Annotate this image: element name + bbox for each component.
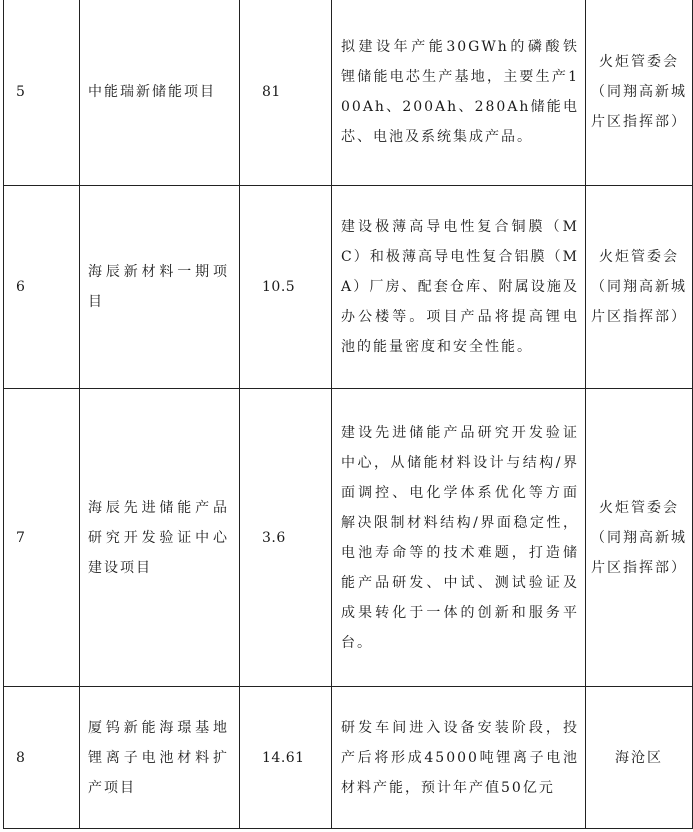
row-number: 8 [4,687,80,829]
table-row [4,687,693,829]
table-row [4,389,693,687]
project-description [332,389,586,687]
project-name-text: 厦钨新能海璟基地锂离子电池材料扩产项目 [88,719,229,796]
row-number: 6 [4,186,80,389]
project-name-text: 海辰新材料一期项目 [88,264,229,310]
row-number: 7 [4,389,80,687]
project-description [332,0,586,186]
project-name [80,186,240,389]
project-location-text: 海沧区 [615,749,663,766]
project-table [3,0,693,829]
investment-value: 3.6 [240,389,332,687]
project-location-text: 火炬管委会（同翔高新城片区指挥部） [591,54,687,130]
project-location-text: 火炬管委会（同翔高新城片区指挥部） [591,249,687,325]
project-name-text: 海辰先进储能产品研究开发验证中心建设项目 [88,499,229,576]
project-name [80,0,240,186]
project-location [586,186,693,389]
investment-value: 81 [240,0,332,186]
project-name [80,687,240,829]
project-location [586,389,693,687]
project-description [332,186,586,389]
project-description-text: 建设先进储能产品研究开发验证中心，从储能材料设计与结构/界面调控、电化学体系优化等方面解决限制材料结构/界面稳定性，电池寿命等的技术难题，打造储能产品研发、中试、测试验证及成果转化于一体的创新和服务平台。 [341,424,579,651]
investment-value: 10.5 [240,186,332,389]
project-name [80,389,240,687]
project-name-text: 中能瑞新储能项目 [88,84,216,100]
table-row [4,0,693,186]
investment-value: 14.61 [240,687,332,829]
project-description [332,687,586,829]
table-row [4,186,693,389]
project-description-text: 拟建设年产能30GWh的磷酸铁锂储能电芯生产基地，主要生产100Ah、200Ah、280Ah储能电芯、电池及系统集成产品。 [341,39,579,145]
row-number: 5 [4,0,80,186]
project-location [586,687,693,829]
project-location [586,0,693,186]
project-description-text: 建设极薄高导电性复合铜膜（MC）和极薄高导电性复合铝膜（MA）厂房、配套仓库、附属设施及办公楼等。项目产品将提高锂电池的能量密度和安全性能。 [341,219,579,355]
project-location-text: 火炬管委会（同翔高新城片区指挥部） [591,499,687,576]
project-description-text: 研发车间进入设备安装阶段，投产后将形成45000吨锂离子电池材料产能，预计年产值50亿元 [341,719,579,796]
